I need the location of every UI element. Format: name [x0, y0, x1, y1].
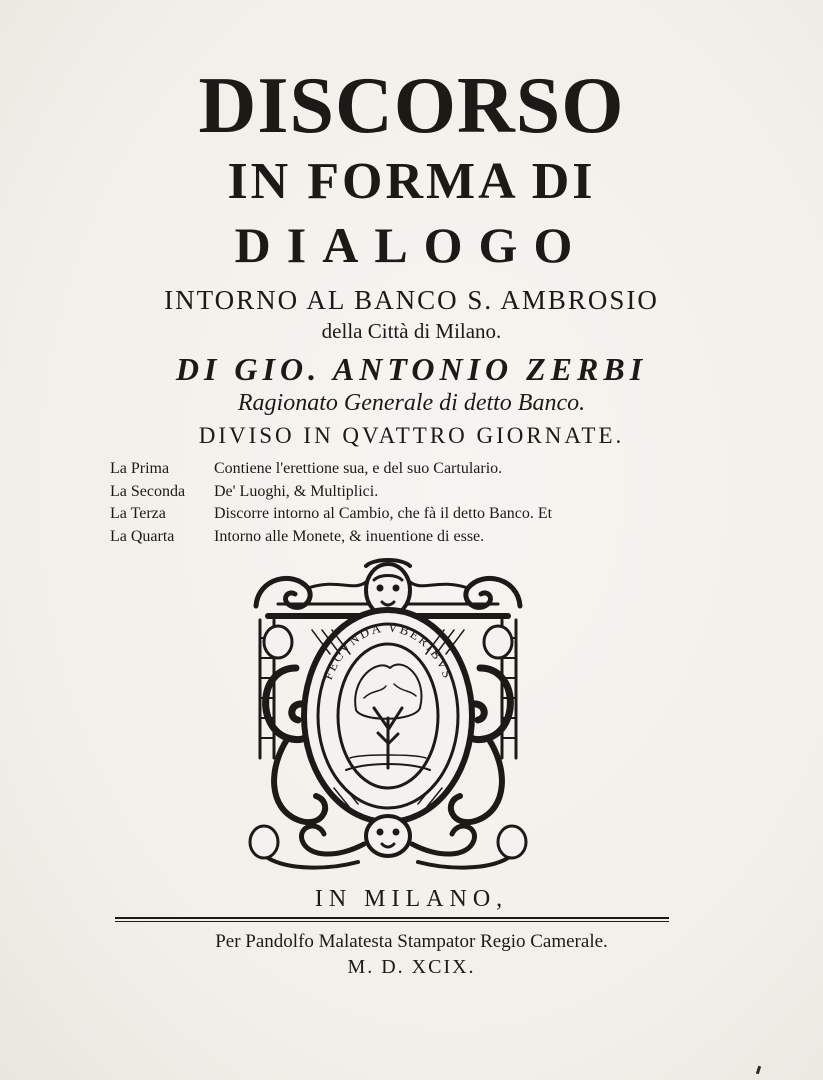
subject-line-1: INTORNO AL BANCO S. AMBROSIO	[164, 285, 659, 315]
publication-year: M. D. XCIX.	[347, 956, 476, 978]
day-label: La Quarta	[110, 527, 175, 545]
list-item	[110, 526, 690, 549]
day-text: Discorre intorno al Cambio, che fà il detto Banco. Et	[214, 505, 553, 522]
day-label: La Seconda	[110, 482, 186, 500]
printers-device-emblem	[238, 558, 538, 876]
list-item	[110, 481, 690, 504]
author-role: Ragionato Generale di detto Banco.	[237, 390, 586, 416]
subject-line-2: della Città di Milano.	[321, 319, 502, 343]
author-name: DI GIO. ANTONIO ZERBI	[175, 351, 648, 387]
list-item	[110, 503, 690, 526]
day-label: La Terza	[110, 505, 166, 522]
divider-rule	[115, 917, 669, 919]
emblem-motto: FECVNDA VBERIBVS	[319, 619, 457, 682]
subtitle-line-1: IN FORMA DI	[227, 153, 596, 210]
day-label: La Prima	[110, 460, 170, 477]
day-text: Contiene l'erettione sua, e del suo Cartulario.	[214, 460, 503, 477]
divider-rule-thin	[115, 921, 669, 922]
title: DISCORSO	[198, 62, 625, 150]
day-text: Intorno alle Monete, & inuentione di esse.	[214, 527, 485, 545]
place-of-publication: IN MILANO,	[314, 886, 509, 912]
days-list	[110, 458, 690, 548]
division-heading: DIVISO IN QVATTRO GIORNATE.	[198, 423, 625, 448]
subtitle-line-2: DIALOGO	[234, 217, 589, 273]
list-item	[110, 458, 690, 481]
ink-speck	[756, 1066, 761, 1075]
printer-line: Per Pandolfo Malatesta Stampator Regio Camerale.	[215, 931, 608, 952]
day-text: De' Luoghi, & Multiplici.	[214, 482, 379, 500]
